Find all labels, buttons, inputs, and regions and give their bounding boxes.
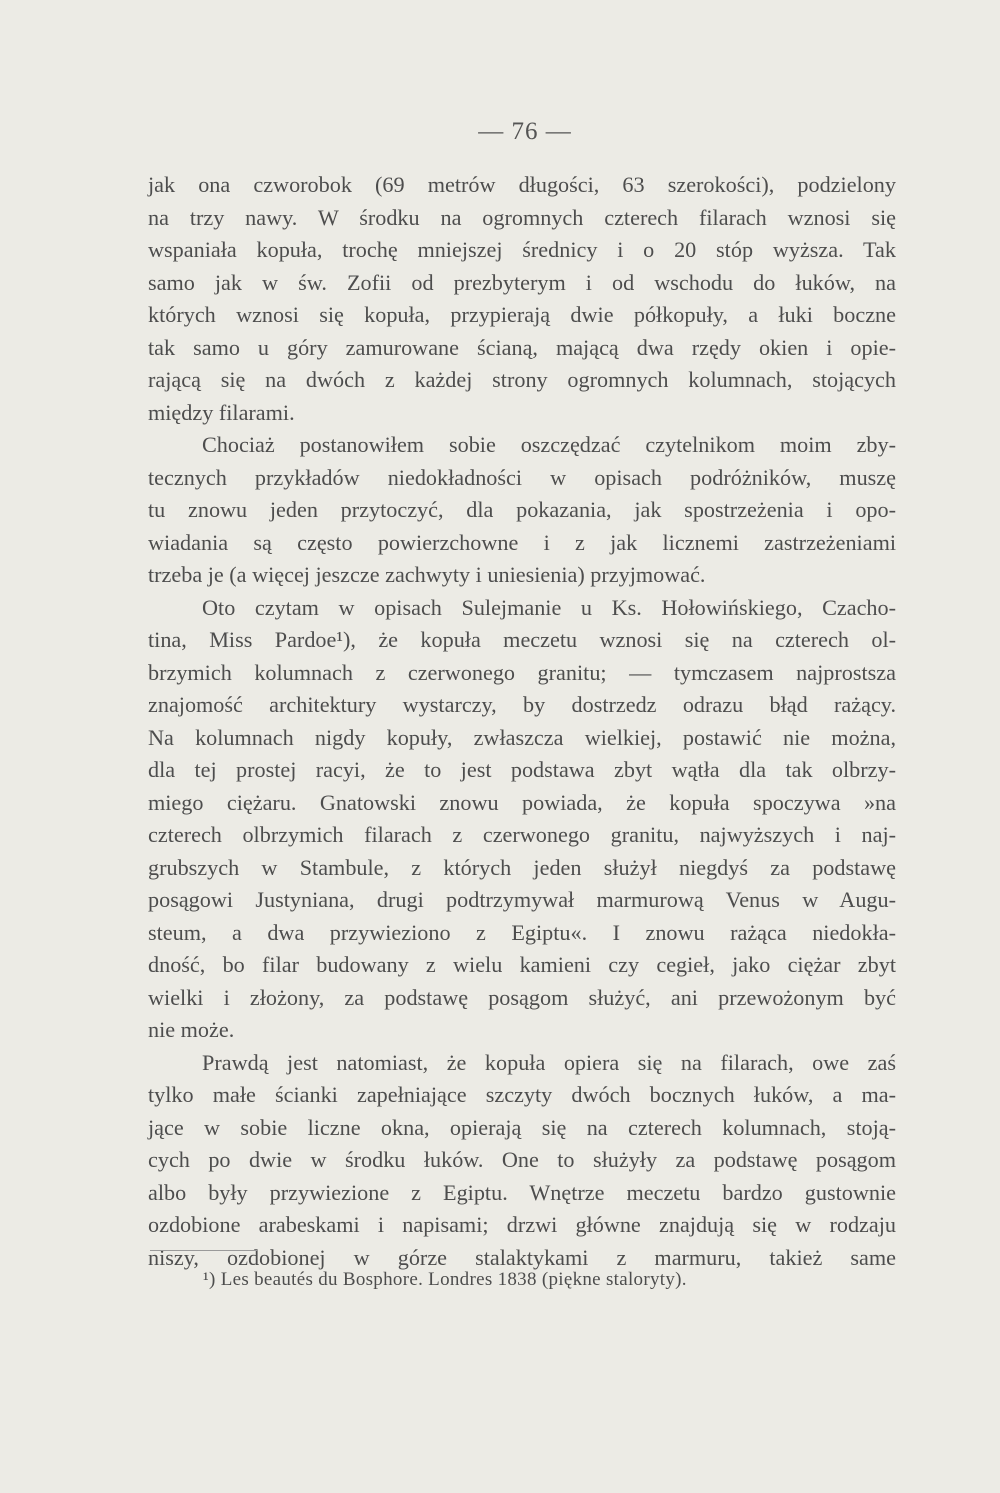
text-line: wspaniała kopuła, trochę mniejszej średnicy i o 20 stóp wyższa. Tak	[148, 237, 896, 262]
text-line: dność, bo filar budowany z wielu kamieni czy cegieł, jako ciężar zbyt	[148, 952, 896, 977]
text-line: rającą się na dwóch z każdej strony ogromnych kolumnach, stojących	[148, 367, 896, 392]
text-line: niszy, ozdobionej w górze stalaktykami z marmuru, takież same	[148, 1244, 896, 1270]
text-line: Prawdą jest natomiast, że kopuła opiera się na filarach, owe zaś	[202, 1049, 896, 1075]
text-line: cych po dwie w środku łuków. One to służyły za podstawę posągom	[148, 1147, 896, 1172]
text-line: tu znowu jeden przytoczyć, dla pokazania, jak spostrzeżenia i opo-	[148, 497, 896, 522]
footnote-text: Les beautés du Bosphore. Londres 1838 (piękne staloryty).	[220, 1269, 687, 1290]
text-line: steum, a dwa przywieziono z Egiptu«. I znowu rażąca niedokła-	[148, 919, 896, 945]
text-line: Chociaż postanowiłem sobie oszczędzać czytelnikom moim zby-	[202, 432, 896, 457]
footnote	[203, 1269, 687, 1291]
text-line: posągowi Justyniana, drugi podtrzymywał marmurową Venus w Augu-	[148, 887, 896, 912]
page-number: — 76 —	[478, 118, 572, 145]
text-line: na trzy nawy. W środku na ogromnych czterech filarach wznosi się	[148, 204, 896, 230]
text-line: albo były przywiezione z Egiptu. Wnętrze meczetu bardzo gustownie	[148, 1179, 896, 1205]
text-line: samo jak w św. Zofii od prezbyterym i od wschodu do łuków, na	[148, 269, 896, 295]
text-line: ozdobione arabeskami i napisami; drzwi główne znajdują się w rodzaju	[148, 1212, 896, 1237]
text-line: tylko małe ścianki zapełniające szczyty dwóch bocznych łuków, a ma-	[148, 1082, 896, 1107]
text-line: między filarami.	[148, 399, 295, 425]
text-line: dla tej prostej racyi, że to jest podstawa zbyt wątła dla tak olbrzy-	[148, 757, 896, 782]
text-line: wiadania są często powierzchowne i z jak licznemi zastrzeżeniami	[148, 529, 896, 555]
body-text	[148, 169, 896, 1274]
text-line: grubszych w Stambule, z których jeden służył niegdyś za podstawę	[148, 854, 896, 880]
text-line: nie może.	[148, 1017, 235, 1042]
text-line: których wznosi się kopuła, przypierają dwie półkopuły, a łuki boczne	[148, 302, 896, 327]
text-line: Na kolumnach nigdy kopuły, zwłaszcza wielkiej, postawić nie można,	[148, 724, 896, 750]
text-line: wielki i złożony, za podstawę posągom służyć, ani przewożonym być	[148, 984, 896, 1010]
footnote-divider	[150, 1250, 258, 1251]
text-line: jące w sobie liczne okna, opierają się na czterech kolumnach, stoją-	[148, 1114, 896, 1140]
text-line: miego ciężaru. Gnatowski znowu powiada, że kopuła spoczywa »na	[148, 789, 896, 815]
text-line: jak ona czworobok (69 metrów długości, 63 szerokości), podzielony	[148, 172, 896, 197]
text-line: tina, Miss Pardoe¹), że kopuła meczetu wznosi się na czterech ol-	[148, 627, 896, 652]
text-line: trzeba je (a więcej jeszcze zachwyty i uniesienia) przyjmować.	[148, 562, 706, 587]
text-line: tak samo u góry zamurowane ścianą, mającą dwa rzędy okien i opie-	[148, 334, 896, 360]
text-line: brzymich kolumnach z czerwonego granitu; — tymczasem najprostsza	[148, 659, 896, 685]
text-line: Oto czytam w opisach Sulejmanie u Ks. Hołowińskiego, Czacho-	[202, 594, 896, 620]
text-line: czterech olbrzymich filarach z czerwonego granitu, najwyższych i naj-	[148, 822, 896, 847]
text-line: tecznych przykładów niedokładności w opisach podróżników, muszę	[148, 464, 896, 490]
footnote-marker: ¹)	[203, 1269, 216, 1290]
text-line: znajomość architektury wystarczy, by dostrzedz odrazu błąd rażący.	[148, 692, 896, 717]
